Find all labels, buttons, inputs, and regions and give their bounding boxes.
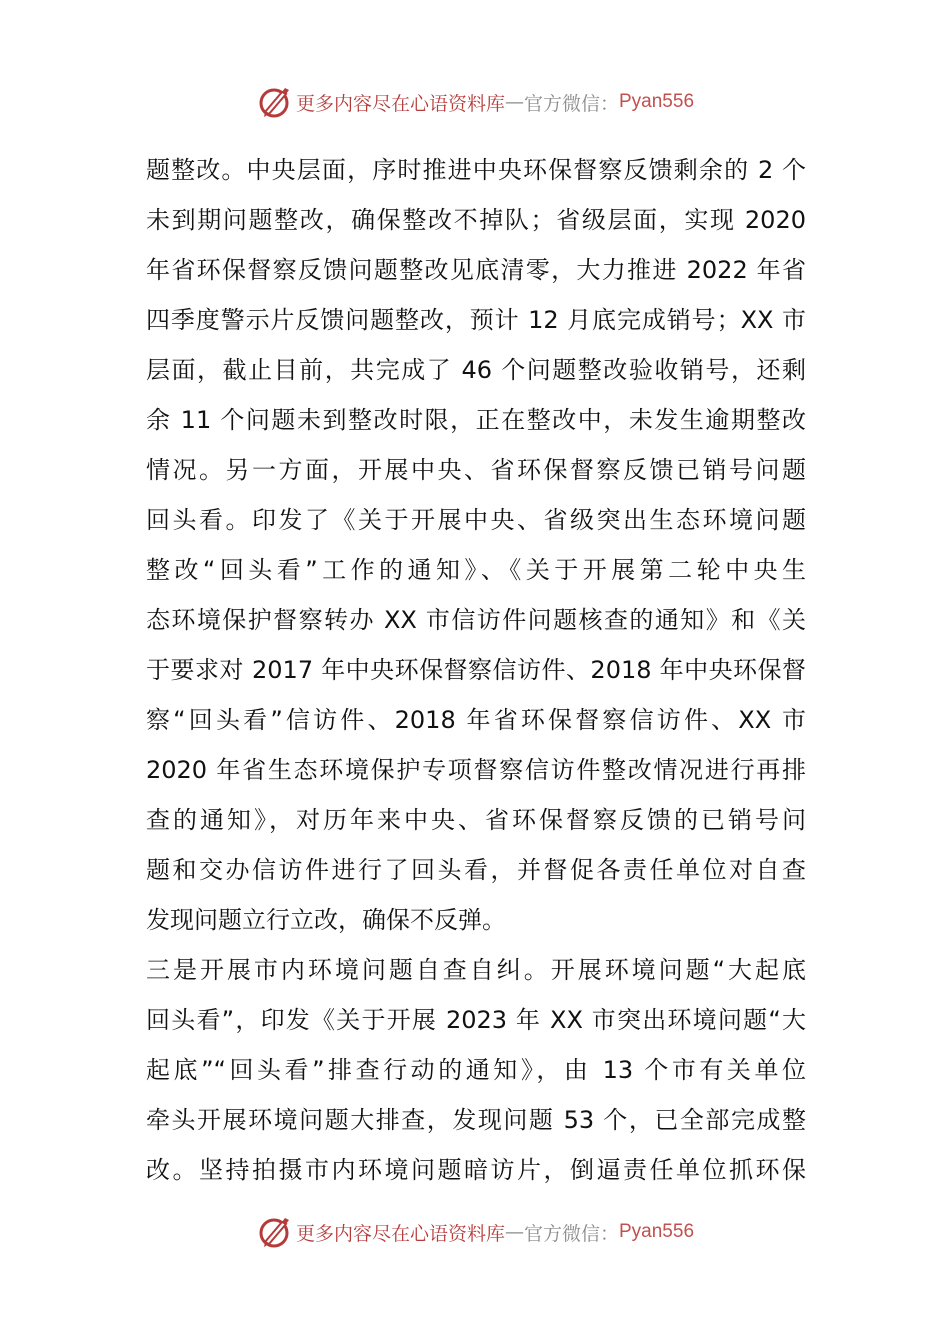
document-body (146, 145, 806, 1195)
body-line: 察“回头看”信访件、2018 年省环保督察信访件、XX 市 (146, 706, 806, 734)
body-line: 题整改。中央层面，序时推进中央环保督察反馈剩余的 2 个 (146, 156, 806, 184)
body-line: 余 11 个问题未到整改时限，正在整改中，未发生逾期整改 (146, 406, 806, 434)
body-line: 态环境保护督察转办 XX 市信访件问题核查的通知》和《关 (146, 606, 806, 634)
banner-subtitle: 官方微信： (523, 92, 619, 115)
body-line: 整改“回头看”工作的通知》、《关于开展第二轮中央生 (146, 556, 806, 584)
body-line: 起底”“回头看”排查行动的通知》，由 13 个市有关单位 (146, 1056, 806, 1084)
footer-banner (0, 1212, 950, 1252)
pen-circle-logo-icon (256, 84, 292, 120)
banner-title: 更多内容尽在心语资料库 (295, 1222, 505, 1245)
body-line: 回头看。印发了《关于开展中央、省级突出生态环境问题 (146, 506, 806, 534)
banner-wechat-id: Pyan556 (619, 1221, 695, 1242)
banner-subtitle: 官方微信： (523, 1222, 619, 1245)
banner-wechat-id: Pyan556 (619, 91, 695, 112)
body-line: 2020 年省生态环境保护专项督察信访件整改情况进行再排 (146, 756, 806, 784)
body-line: 未到期问题整改，确保整改不掉队；省级层面，实现 2020 (146, 206, 806, 234)
banner-separator: — (504, 1221, 524, 1243)
body-line: 回头看”，印发《关于开展 2023 年 XX 市突出环境问题“大 (146, 1006, 806, 1034)
body-line: 三是开展市内环境问题自查自纠。开展环境问题“大起底 (146, 956, 806, 984)
body-line: 牵头开展环境问题大排查，发现问题 53 个，已全部完成整 (146, 1106, 806, 1134)
body-line: 发现问题立行立改，确保不反弹。 (146, 906, 506, 934)
pen-circle-logo-icon (256, 1214, 292, 1250)
body-line: 年省环保督察反馈问题整改见底清零，大力推进 2022 年省 (146, 256, 806, 284)
body-line: 于要求对 2017 年中央环保督察信访件、2018 年中央环保督 (146, 656, 806, 684)
header-banner (0, 82, 950, 122)
body-line: 层面，截止目前，共完成了 46 个问题整改验收销号，还剩 (146, 356, 806, 384)
banner-title: 更多内容尽在心语资料库 (295, 92, 505, 115)
body-line: 四季度警示片反馈问题整改，预计 12 月底完成销号；XX 市 (146, 306, 806, 334)
body-line: 情况。另一方面，开展中央、省环保督察反馈已销号问题 (146, 456, 806, 484)
body-line: 查的通知》，对历年来中央、省环保督察反馈的已销号问 (146, 806, 806, 834)
banner-separator: — (504, 91, 524, 113)
body-line: 改。坚持拍摄市内环境问题暗访片，倒逼责任单位抓环保 (146, 1156, 806, 1184)
body-line: 题和交办信访件进行了回头看，并督促各责任单位对自查 (146, 856, 806, 884)
